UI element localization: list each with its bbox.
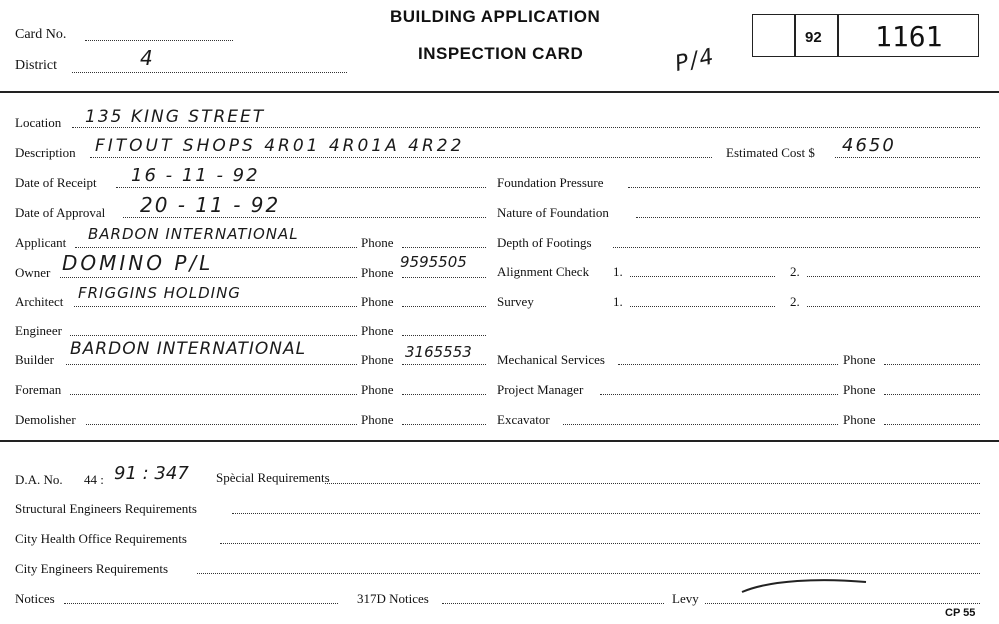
survey-2-field[interactable]: [807, 306, 980, 307]
notices-field[interactable]: [64, 603, 338, 604]
foreman-field[interactable]: [70, 394, 357, 395]
demolisher-field[interactable]: [86, 424, 357, 425]
card-number-box: [752, 14, 979, 57]
owner-label: Owner: [15, 265, 51, 280]
city-engineers-field[interactable]: [197, 573, 980, 574]
description-field[interactable]: [90, 157, 712, 158]
levy-label: Levy: [672, 591, 699, 606]
demolisher-phone-label: Phone: [361, 412, 394, 427]
date-receipt-field[interactable]: [116, 187, 486, 188]
estimated-cost-label: Estimated Cost $: [726, 145, 815, 160]
notices-317d-label: 317D Notices: [357, 591, 429, 606]
survey-1-label: 1.: [613, 294, 623, 309]
form-code: CP 55: [945, 607, 976, 619]
foundation-pressure-field[interactable]: [628, 187, 980, 188]
builder-value: BARDON INTERNATIONAL: [70, 339, 307, 359]
applicant-field[interactable]: [75, 247, 357, 248]
special-requirements-label: Spècial Requirements: [216, 470, 330, 485]
card-no-label: Card No.: [15, 27, 67, 42]
builder-phone-value: 3165553: [405, 343, 472, 361]
mechanical-phone-label: Phone: [843, 352, 876, 367]
engineer-field[interactable]: [70, 335, 357, 336]
excavator-label: Excavator: [497, 412, 550, 427]
date-receipt-label: Date of Receipt: [15, 175, 97, 190]
date-approval-field[interactable]: [123, 217, 486, 218]
owner-phone-field[interactable]: [402, 277, 486, 278]
da-no-prefix: 44 :: [84, 472, 104, 487]
form-title-line1: BUILDING APPLICATION: [390, 7, 601, 26]
owner-phone-label: Phone: [361, 265, 394, 280]
divider-top: [0, 91, 999, 93]
city-engineers-label: City Engineers Requirements: [15, 561, 169, 576]
architect-value: FRIGGINS HOLDING: [78, 284, 241, 302]
engineer-label: Engineer: [15, 323, 62, 338]
estimated-cost-value: 4650: [842, 135, 896, 156]
mechanical-phone-field[interactable]: [884, 364, 980, 365]
box-divider-2: [837, 14, 839, 57]
mechanical-services-label: Mechanical Services: [497, 352, 605, 367]
date-receipt-value: 16 - 11 - 92: [131, 165, 260, 186]
box-year: 92: [805, 29, 822, 46]
project-manager-phone-field[interactable]: [884, 394, 980, 395]
survey-1-field[interactable]: [630, 306, 775, 307]
handwritten-mark: P/4: [672, 44, 718, 77]
foreman-phone-label: Phone: [361, 382, 394, 397]
card-no-field[interactable]: [85, 40, 233, 41]
depth-footings-label: Depth of Footings: [497, 235, 592, 250]
alignment-check-1-field[interactable]: [630, 276, 775, 277]
alignment-check-1-label: 1.: [613, 264, 623, 279]
architect-label: Architect: [15, 294, 64, 309]
builder-field[interactable]: [66, 364, 357, 365]
project-manager-phone-label: Phone: [843, 382, 876, 397]
date-approval-label: Date of Approval: [15, 205, 106, 220]
location-field[interactable]: [72, 127, 980, 128]
nature-foundation-field[interactable]: [636, 217, 980, 218]
nature-foundation-label: Nature of Foundation: [497, 205, 609, 220]
district-field[interactable]: [72, 72, 347, 73]
da-no-value: 91 : 347: [114, 463, 189, 484]
description-label: Description: [15, 145, 76, 160]
notices-label: Notices: [15, 591, 55, 606]
special-requirements-field[interactable]: [325, 483, 980, 484]
excavator-phone-label: Phone: [843, 412, 876, 427]
owner-field[interactable]: [60, 277, 357, 278]
builder-phone-label: Phone: [361, 352, 394, 367]
architect-field[interactable]: [74, 306, 357, 307]
structural-engineers-field[interactable]: [232, 513, 980, 514]
alignment-check-2-field[interactable]: [807, 276, 980, 277]
city-health-field[interactable]: [220, 543, 980, 544]
notices-317d-field[interactable]: [442, 603, 664, 604]
applicant-phone-field[interactable]: [402, 247, 486, 248]
alignment-check-2-label: 2.: [790, 264, 800, 279]
box-number: 1161: [875, 20, 943, 53]
architect-phone-label: Phone: [361, 294, 394, 309]
foreman-phone-field[interactable]: [402, 394, 486, 395]
builder-label: Builder: [15, 352, 54, 367]
da-no-label: D.A. No.: [15, 472, 63, 487]
form-title-line2: INSPECTION CARD: [418, 44, 584, 63]
alignment-check-label: Alignment Check: [497, 264, 590, 279]
district-label: District: [15, 58, 57, 73]
builder-phone-field[interactable]: [402, 364, 486, 365]
architect-phone-field[interactable]: [402, 306, 486, 307]
engineer-phone-field[interactable]: [402, 335, 486, 336]
mechanical-services-field[interactable]: [618, 364, 838, 365]
location-label: Location: [15, 115, 62, 130]
survey-2-label: 2.: [790, 294, 800, 309]
project-manager-field[interactable]: [600, 394, 838, 395]
levy-pen-stroke: [740, 576, 870, 596]
levy-field[interactable]: [705, 603, 980, 604]
owner-phone-value: 9595505: [400, 253, 467, 271]
applicant-phone-label: Phone: [361, 235, 394, 250]
location-value: 135 KING STREET: [85, 107, 266, 127]
city-health-label: City Health Office Requirements: [15, 531, 187, 546]
estimated-cost-field[interactable]: [835, 157, 980, 158]
divider-bottom: [0, 440, 999, 442]
excavator-field[interactable]: [563, 424, 838, 425]
box-divider-1: [794, 14, 796, 57]
owner-value: DOMINO P/L: [62, 251, 214, 275]
district-value: 4: [140, 46, 155, 70]
project-manager-label: Project Manager: [497, 382, 584, 397]
applicant-label: Applicant: [15, 235, 67, 250]
survey-label: Survey: [497, 294, 534, 309]
excavator-phone-field[interactable]: [884, 424, 980, 425]
depth-footings-field[interactable]: [613, 247, 980, 248]
structural-engineers-label: Structural Engineers Requirements: [15, 501, 197, 516]
foreman-label: Foreman: [15, 382, 62, 397]
demolisher-phone-field[interactable]: [402, 424, 486, 425]
description-value: FITOUT SHOPS 4R01 4R01A 4R22: [95, 136, 465, 156]
engineer-phone-label: Phone: [361, 323, 394, 338]
foundation-pressure-label: Foundation Pressure: [497, 175, 604, 190]
applicant-value: BARDON INTERNATIONAL: [88, 225, 299, 243]
demolisher-label: Demolisher: [15, 412, 76, 427]
date-approval-value: 20 - 11 - 92: [140, 193, 281, 217]
